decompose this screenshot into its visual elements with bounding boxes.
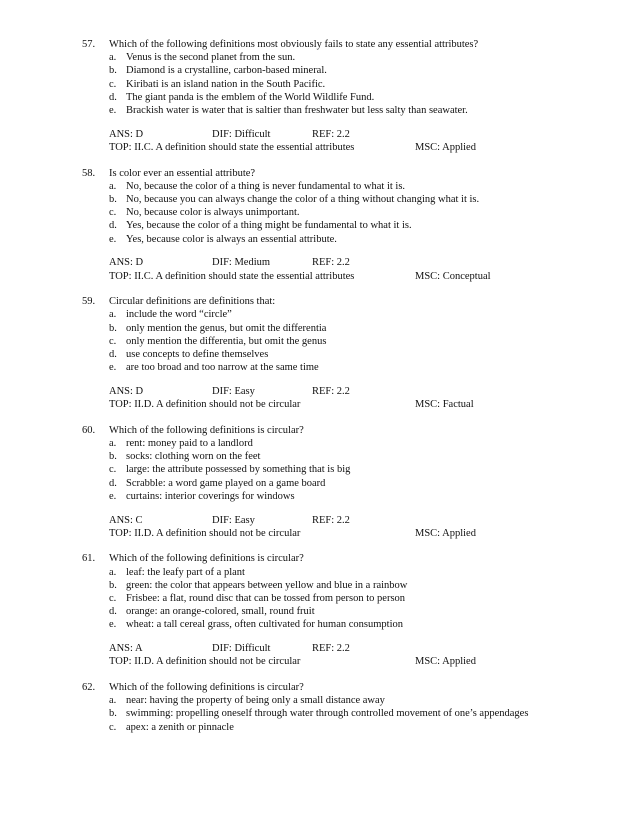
answer-key: ANS: C xyxy=(109,514,143,526)
answer-option xyxy=(82,180,602,193)
option-letter: c. xyxy=(109,78,117,90)
option-letter: c. xyxy=(109,721,117,733)
option-letter: e. xyxy=(109,362,117,374)
option-letter: d. xyxy=(109,91,117,103)
question-stem xyxy=(82,681,602,694)
option-text: curtains: interior coverings for windows xyxy=(126,490,295,502)
question-number: 62. xyxy=(82,681,96,693)
option-text: include the word “circle” xyxy=(126,309,232,321)
answer-key: ANS: D xyxy=(109,257,144,269)
msc-category: MSC: Applied xyxy=(415,527,476,539)
answer-key: ANS: D xyxy=(109,128,144,140)
answer-option xyxy=(82,566,602,579)
answer-key: ANS: A xyxy=(109,643,143,655)
answer-option xyxy=(82,78,602,91)
option-text: No, because the color of a thing is never fundamental to what it is. xyxy=(126,180,406,192)
option-letter: b. xyxy=(109,579,117,591)
test-bank-page xyxy=(82,38,602,746)
topic: TOP: II.D. A definition should not be circular xyxy=(109,656,301,668)
question-block xyxy=(82,38,602,154)
answer-option xyxy=(82,219,602,232)
option-text: Scrabble: a word game played on a game board xyxy=(126,477,326,489)
option-text: Kiribati is an island nation in the South Pacific. xyxy=(126,78,326,90)
question-block xyxy=(82,681,602,734)
answer-options xyxy=(82,694,602,734)
question-stem xyxy=(82,38,602,51)
option-letter: c. xyxy=(109,592,117,604)
option-text: Diamond is a crystalline, carbon-based mineral. xyxy=(126,65,327,77)
answer-option xyxy=(82,694,602,707)
option-letter: e. xyxy=(109,490,117,502)
question-text: Which of the following definitions is circular? xyxy=(109,681,304,693)
option-letter: b. xyxy=(109,322,117,334)
question-stem xyxy=(82,424,602,437)
option-text: use concepts to define themselves xyxy=(126,349,269,360)
answer-option xyxy=(82,477,602,490)
option-text: orange: an orange-colored, small, round fruit xyxy=(126,606,315,618)
question-text: Which of the following definitions is circular? xyxy=(109,553,304,565)
option-text: Venus is the second planet from the sun. xyxy=(126,52,296,64)
topic: TOP: II.C. A definition should state the essential attributes xyxy=(109,270,355,282)
question-stem xyxy=(82,295,602,308)
option-letter: a. xyxy=(109,180,117,192)
answer-option xyxy=(82,450,602,463)
question-number: 61. xyxy=(82,553,96,565)
question-number: 58. xyxy=(82,167,96,179)
answer-options xyxy=(82,180,602,246)
option-text: Yes, because color is always an essential attribute. xyxy=(126,233,337,245)
difficulty: DIF: Difficult xyxy=(212,643,271,655)
answer-option xyxy=(82,490,602,503)
answer-option xyxy=(82,91,602,104)
question-stem xyxy=(82,167,602,180)
answer-option xyxy=(82,348,602,361)
answer-option xyxy=(82,463,602,476)
reference: REF: 2.2 xyxy=(312,386,350,397)
topic: TOP: II.C. A definition should state the essential attributes xyxy=(109,142,355,153)
answer-option xyxy=(82,51,602,64)
option-text: leaf: the leafy part of a plant xyxy=(126,566,245,578)
question-text: Which of the following definitions is circular? xyxy=(109,424,304,436)
answer-option xyxy=(82,104,602,117)
option-letter: e. xyxy=(109,619,117,631)
option-letter: a. xyxy=(109,437,117,449)
reference: REF: 2.2 xyxy=(312,514,350,526)
answer-metadata xyxy=(82,642,602,668)
answer-option xyxy=(82,361,602,374)
answer-key: ANS: D xyxy=(109,386,144,397)
answer-metadata xyxy=(82,256,602,282)
answer-metadata xyxy=(82,514,602,540)
option-letter: a. xyxy=(109,566,117,578)
msc-category: MSC: Factual xyxy=(415,399,474,411)
option-letter: a. xyxy=(109,309,117,321)
option-text: green: the color that appears between yellow and blue in a rainbow xyxy=(126,579,408,591)
option-text: are too broad and too narrow at the same time xyxy=(126,362,319,374)
option-text: Frisbee: a flat, round disc that can be tossed from person to person xyxy=(126,592,406,604)
answer-option xyxy=(82,233,602,246)
option-text: No, because color is always unimportant. xyxy=(126,207,300,219)
answer-option xyxy=(82,579,602,592)
option-letter: d. xyxy=(109,349,117,360)
msc-category: MSC: Applied xyxy=(415,656,476,668)
answer-option xyxy=(82,308,602,321)
option-letter: b. xyxy=(109,194,117,205)
option-text: Yes, because the color of a thing might be fundamental to what it is. xyxy=(126,220,412,232)
option-letter: d. xyxy=(109,606,117,618)
option-text: Brackish water is water that is saltier than freshwater but less salty than seawater. xyxy=(126,105,468,117)
option-text: near: having the property of being only a small distance away xyxy=(126,695,385,707)
option-letter: b. xyxy=(109,451,117,463)
difficulty: DIF: Medium xyxy=(212,257,271,269)
question-number: 60. xyxy=(82,424,96,436)
answer-options xyxy=(82,308,602,374)
topic: TOP: II.D. A definition should not be circular xyxy=(109,527,301,539)
question-block xyxy=(82,552,602,668)
answer-option xyxy=(82,193,602,206)
answer-metadata xyxy=(82,385,602,411)
answer-option xyxy=(82,64,602,77)
option-text: only mention the differentia, but omit the genus xyxy=(126,335,327,347)
answer-option xyxy=(82,592,602,605)
answer-options xyxy=(82,51,602,117)
reference: REF: 2.2 xyxy=(312,643,350,655)
option-letter: c. xyxy=(109,464,117,476)
option-text: large: the attribute possessed by something that is big xyxy=(126,464,351,476)
option-text: apex: a zenith or pinnacle xyxy=(126,721,234,733)
option-text: swimming: propelling oneself through water through controlled movement of one’s appendages xyxy=(126,708,529,720)
answer-options xyxy=(82,437,602,503)
question-block xyxy=(82,167,602,283)
option-letter: a. xyxy=(109,52,117,64)
option-text: only mention the genus, but omit the differentia xyxy=(126,322,327,334)
reference: REF: 2.2 xyxy=(312,257,350,269)
answer-option xyxy=(82,605,602,618)
difficulty: DIF: Easy xyxy=(212,386,255,397)
option-letter: c. xyxy=(109,207,117,219)
question-text: Which of the following definitions most obviously fails to state any essential attributes? xyxy=(109,39,479,50)
option-letter: b. xyxy=(109,65,117,77)
option-text: socks: clothing worn on the feet xyxy=(126,451,261,463)
answer-option xyxy=(82,437,602,450)
question-number: 57. xyxy=(82,39,96,50)
option-text: The giant panda is the emblem of the World Wildlife Fund. xyxy=(126,91,375,103)
difficulty: DIF: Difficult xyxy=(212,128,271,140)
option-letter: d. xyxy=(109,477,117,489)
option-letter: e. xyxy=(109,105,117,117)
answer-option xyxy=(82,322,602,335)
answer-option xyxy=(82,206,602,219)
question-text: Circular definitions are definitions that: xyxy=(109,296,276,308)
answer-option xyxy=(82,707,602,720)
difficulty: DIF: Easy xyxy=(212,514,255,526)
option-text: rent: money paid to a landlord xyxy=(126,437,253,449)
answer-metadata xyxy=(82,128,602,154)
option-text: No, because you can always change the color of a thing without changing what it is. xyxy=(126,194,480,205)
option-letter: d. xyxy=(109,220,117,232)
option-letter: a. xyxy=(109,695,117,707)
question-block xyxy=(82,295,602,411)
question-number: 59. xyxy=(82,296,96,308)
question-block xyxy=(82,424,602,540)
option-letter: c. xyxy=(109,335,117,347)
msc-category: MSC: Applied xyxy=(415,142,476,153)
answer-options xyxy=(82,566,602,632)
answer-option xyxy=(82,335,602,348)
reference: REF: 2.2 xyxy=(312,128,350,140)
topic: TOP: II.D. A definition should not be circular xyxy=(109,399,301,411)
answer-option xyxy=(82,721,602,734)
question-stem xyxy=(82,552,602,565)
option-letter: b. xyxy=(109,708,117,720)
option-letter: e. xyxy=(109,233,117,245)
question-text: Is color ever an essential attribute? xyxy=(109,167,256,179)
option-text: wheat: a tall cereal grass, often cultivated for human consumption xyxy=(126,619,403,631)
answer-option xyxy=(82,618,602,631)
msc-category: MSC: Conceptual xyxy=(415,270,491,282)
